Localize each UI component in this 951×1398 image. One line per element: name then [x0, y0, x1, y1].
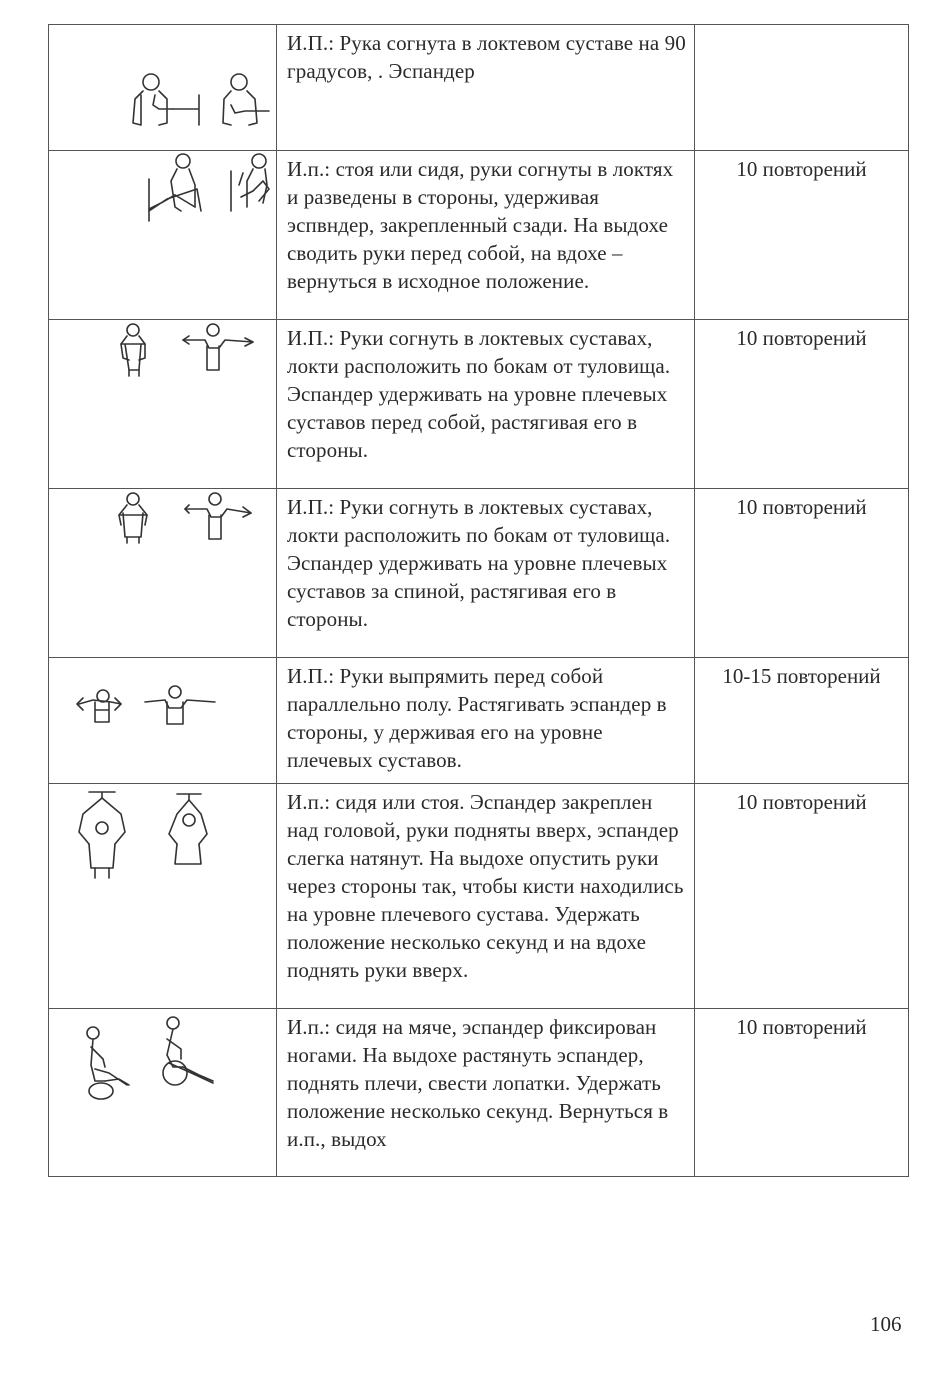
- exercise-illustration: [49, 320, 277, 487]
- illustration-cell: [49, 489, 277, 658]
- exercise-illustration: [49, 25, 277, 149]
- description-cell: И.П.: Руки согнуть в локтевых суставах, локти расположить по бокам от туловища. Эспандер удерживать на уровне плечевых суставов за спиной, растягивая его в стороны.: [277, 489, 695, 658]
- table-row: [49, 320, 909, 489]
- repetitions-cell: [695, 25, 909, 151]
- illustration-cell: [49, 25, 277, 151]
- description-cell: И.П.: Руки согнуть в локтевых суставах, локти расположить по бокам от туловища. Эспандер удерживать на уровне плечевых суставов перед собой, растягивая его в стороны.: [277, 320, 695, 489]
- table-row: [49, 658, 909, 784]
- repetitions-cell: 10 повторений: [695, 1009, 909, 1177]
- repetitions-cell: 10-15 повторений: [695, 658, 909, 784]
- exercise-illustration: [49, 489, 277, 656]
- repetitions-cell: 10 повторений: [695, 151, 909, 320]
- table-row: [49, 25, 909, 151]
- description-cell: И.П.: Руки выпрямить перед собой параллельно полу. Растягивать эспандер в стороны, у держивая его на уровне плечевых суставов.: [277, 658, 695, 784]
- table-row: [49, 151, 909, 320]
- description-cell: И.п.: стоя или сидя, руки согнуты в локтях и разведены в стороны, удерживая эспвндер, закрепленный сзади. На выдохе сводить руки перед собой, на вдохе – вернуться в исходное положение.: [277, 151, 695, 320]
- exercise-illustration: [49, 784, 277, 1007]
- table-row: [49, 784, 909, 1009]
- description-cell: И.П.: Рука согнута в локтевом суставе на 90 градусов, . Эспандер: [277, 25, 695, 151]
- exercise-illustration: [49, 658, 277, 782]
- repetitions-cell: 10 повторений: [695, 320, 909, 489]
- repetitions-cell: 10 повторений: [695, 489, 909, 658]
- description-cell: И.п.: сидя на мяче, эспандер фиксирован ногами. На выдохе растянуть эспандер, поднять плечи, свести лопатки. Удержать положение несколько секунд. Вернуться в и.п., выдох: [277, 1009, 695, 1177]
- exercise-illustration: [49, 1009, 277, 1175]
- exercise-illustration: [49, 151, 277, 318]
- illustration-cell: [49, 151, 277, 320]
- illustration-cell: [49, 658, 277, 784]
- illustration-cell: [49, 320, 277, 489]
- description-cell: И.п.: сидя или стоя. Эспандер закреплен над головой, руки подняты вверх, эспандер слегка натянут. На выдохе опустить руки через стороны так, чтобы кисти находились на уровне плечевого сустава. Удержать положение несколько секунд и на вдохе поднять руки вверх.: [277, 784, 695, 1009]
- illustration-cell: [49, 1009, 277, 1177]
- illustration-cell: [49, 784, 277, 1009]
- table-row: [49, 1009, 909, 1177]
- page-number: 106: [870, 1312, 902, 1336]
- repetitions-cell: 10 повторений: [695, 784, 909, 1009]
- table-row: [49, 489, 909, 658]
- exercise-table: [48, 24, 909, 1177]
